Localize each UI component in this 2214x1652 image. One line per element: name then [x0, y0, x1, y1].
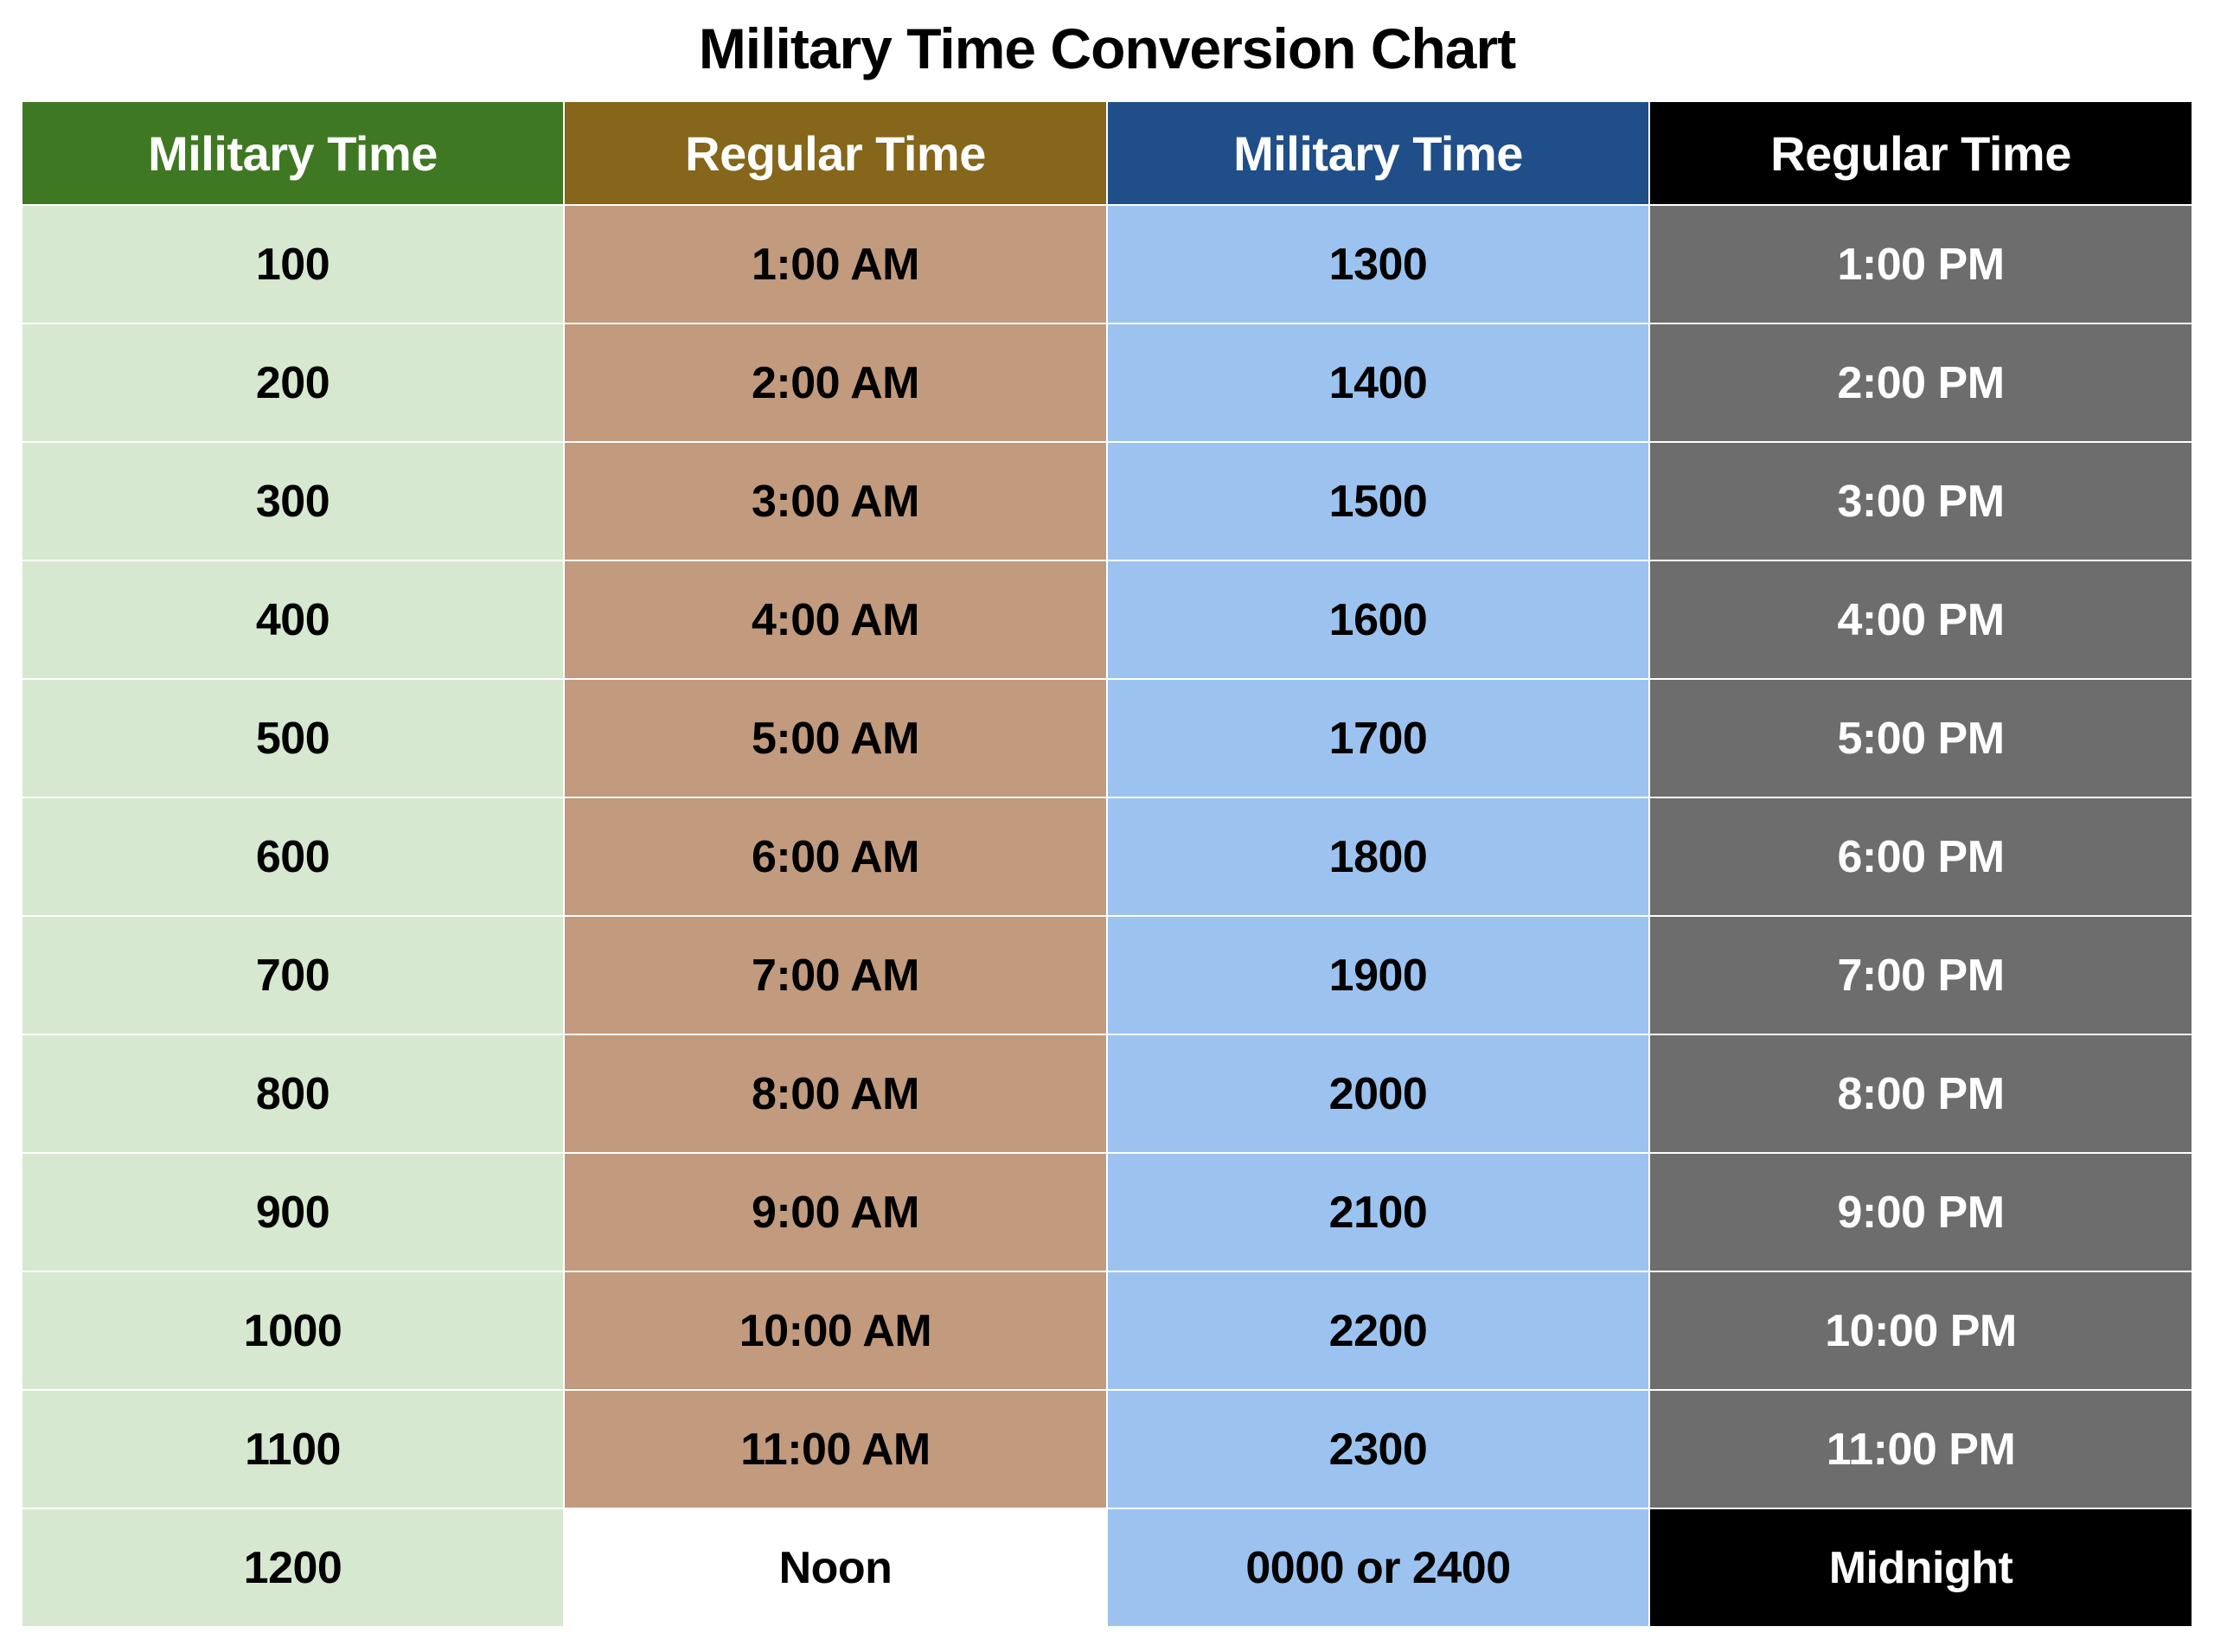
cell-regular-pm: 2:00 PM: [1649, 323, 2192, 442]
table-row: [22, 1390, 2192, 1508]
cell-military-pm: 1800: [1107, 797, 1649, 916]
cell-regular-am: 8:00 AM: [564, 1034, 1107, 1153]
cell-military-pm: 1600: [1107, 560, 1649, 679]
cell-military-pm: 1700: [1107, 679, 1649, 797]
cell-military-pm: 2100: [1107, 1153, 1649, 1271]
page-title: Military Time Conversion Chart: [698, 16, 1516, 80]
header-row: [22, 101, 2192, 205]
column-header-regular-time-pm: Regular Time: [1649, 101, 2192, 205]
cell-military-am: 500: [22, 679, 564, 797]
cell-regular-am-noon: Noon: [564, 1508, 1107, 1627]
cell-regular-pm: 1:00 PM: [1649, 205, 2192, 323]
cell-military-am: 800: [22, 1034, 564, 1153]
cell-regular-pm: 8:00 PM: [1649, 1034, 2192, 1153]
cell-regular-pm: 6:00 PM: [1649, 797, 2192, 916]
cell-regular-pm: 4:00 PM: [1649, 560, 2192, 679]
cell-military-pm: 2300: [1107, 1390, 1649, 1508]
cell-regular-am: 5:00 AM: [564, 679, 1107, 797]
table-row: [22, 679, 2192, 797]
cell-military-am: 600: [22, 797, 564, 916]
cell-military-pm: 2000: [1107, 1034, 1649, 1153]
cell-military-pm: 2200: [1107, 1271, 1649, 1390]
cell-regular-am: 3:00 AM: [564, 442, 1107, 560]
table-row: [22, 1271, 2192, 1390]
cell-military-am: 200: [22, 323, 564, 442]
table-body: [22, 205, 2192, 1627]
cell-military-am: 1000: [22, 1271, 564, 1390]
cell-military-am: 100: [22, 205, 564, 323]
cell-regular-am: 1:00 AM: [564, 205, 1107, 323]
cell-military-am: 1100: [22, 1390, 564, 1508]
cell-military-am: 1200: [22, 1508, 564, 1627]
cell-military-pm: 1900: [1107, 916, 1649, 1034]
cell-regular-am: 6:00 AM: [564, 797, 1107, 916]
table-row: [22, 916, 2192, 1034]
conversion-table: [21, 100, 2193, 1628]
cell-military-pm: 1300: [1107, 205, 1649, 323]
column-header-military-time-am: Military Time: [22, 101, 564, 205]
table-row: [22, 797, 2192, 916]
cell-military-am: 300: [22, 442, 564, 560]
cell-regular-am: 11:00 AM: [564, 1390, 1107, 1508]
cell-military-pm: 1400: [1107, 323, 1649, 442]
cell-regular-pm: 10:00 PM: [1649, 1271, 2192, 1390]
table-row: [22, 323, 2192, 442]
cell-regular-pm: 3:00 PM: [1649, 442, 2192, 560]
table-row: [22, 442, 2192, 560]
cell-regular-pm: 7:00 PM: [1649, 916, 2192, 1034]
cell-regular-am: 7:00 AM: [564, 916, 1107, 1034]
cell-regular-am: 2:00 AM: [564, 323, 1107, 442]
cell-regular-pm: 11:00 PM: [1649, 1390, 2192, 1508]
cell-military-pm-midnight: 0000 or 2400: [1107, 1508, 1649, 1627]
column-header-military-time-pm: Military Time: [1107, 101, 1649, 205]
table-row: [22, 205, 2192, 323]
cell-regular-pm: 9:00 PM: [1649, 1153, 2192, 1271]
table-row-last: [22, 1508, 2192, 1627]
cell-regular-pm-midnight: Midnight: [1649, 1508, 2192, 1627]
cell-regular-am: 4:00 AM: [564, 560, 1107, 679]
cell-military-pm: 1500: [1107, 442, 1649, 560]
cell-military-am: 900: [22, 1153, 564, 1271]
table-row: [22, 1034, 2192, 1153]
cell-regular-pm: 5:00 PM: [1649, 679, 2192, 797]
table-row: [22, 560, 2192, 679]
cell-military-am: 400: [22, 560, 564, 679]
cell-regular-am: 10:00 AM: [564, 1271, 1107, 1390]
table-row: [22, 1153, 2192, 1271]
cell-military-am: 700: [22, 916, 564, 1034]
column-header-regular-time-am: Regular Time: [564, 101, 1107, 205]
cell-regular-am: 9:00 AM: [564, 1153, 1107, 1271]
table-header: [22, 101, 2192, 205]
